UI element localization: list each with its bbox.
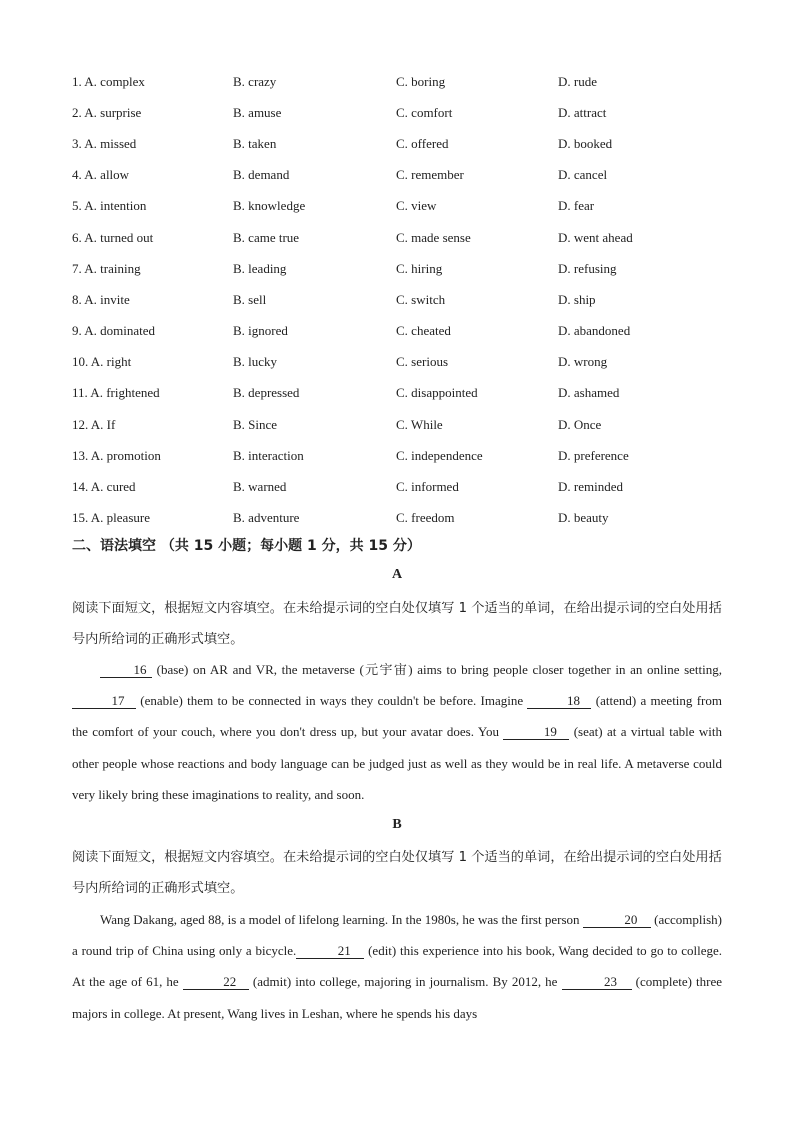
option-d: D. reminded <box>558 479 623 495</box>
option-b: B. ignored <box>233 323 288 339</box>
option-b: B. warned <box>233 479 287 495</box>
option-b: B. leading <box>233 260 287 276</box>
option-a: 10. A. right <box>72 354 132 370</box>
option-b: B. depressed <box>233 385 300 401</box>
option-a: 12. A. If <box>72 416 116 432</box>
option-a: 7. A. training <box>72 260 141 276</box>
option-c: C. made sense <box>396 229 471 245</box>
option-a: 13. A. promotion <box>72 447 161 463</box>
option-b: B. Since <box>233 416 278 432</box>
option-c: C. boring <box>396 73 446 89</box>
section-title: 二、语法填空 （共 15 小题；每小题 1 分，共 15 分） <box>72 538 421 554</box>
option-a: 2. A. surprise <box>72 104 142 120</box>
passage-text: (accomplish) a round trip of China using only a bicycle. <box>72 912 722 959</box>
option-c: C. serious <box>396 354 448 370</box>
option-b: B. crazy <box>233 73 277 89</box>
option-c: C. remember <box>396 167 464 183</box>
option-c: C. freedom <box>396 510 455 526</box>
option-d: D. went ahead <box>558 229 633 245</box>
passage-text: (edit) this experience into his book, Wang decided to go to college. At the age of 61, he <box>72 943 722 990</box>
option-b: B. taken <box>233 135 277 151</box>
option-d: D. booked <box>558 135 613 151</box>
option-a: 14. A. cured <box>72 479 136 495</box>
option-row <box>72 284 732 315</box>
option-c: C. informed <box>396 479 459 495</box>
option-b: B. amuse <box>233 104 282 120</box>
option-c: C. view <box>396 198 437 214</box>
option-row <box>72 316 732 347</box>
option-a: 3. A. missed <box>72 135 137 151</box>
option-row <box>72 160 732 191</box>
option-row <box>72 503 732 534</box>
option-row <box>72 347 732 378</box>
blank-22: 22 <box>183 975 249 990</box>
option-c: C. comfort <box>396 104 453 120</box>
blank-17: 17 <box>72 694 136 709</box>
option-c: C. switch <box>396 291 446 307</box>
option-c: C. independence <box>396 447 483 463</box>
option-b: B. lucky <box>233 354 278 370</box>
options-table <box>72 66 732 534</box>
option-b: B. sell <box>233 291 267 307</box>
option-d: D. rude <box>558 73 597 89</box>
option-c: C. offered <box>396 135 449 151</box>
option-a: 15. A. pleasure <box>72 510 150 526</box>
option-a: 4. A. allow <box>72 167 130 183</box>
passage-text: (admit) into college, majoring in journalism. By 2012, he <box>248 974 562 990</box>
option-c: C. hiring <box>396 260 443 276</box>
option-row <box>72 66 732 97</box>
passage-text: (enable) them to be connected in ways they couldn't be before. Imagine <box>136 693 528 709</box>
option-a: 5. A. intention <box>72 198 147 214</box>
blank-16: 16 <box>100 663 152 678</box>
option-row <box>72 222 732 253</box>
option-d: D. ashamed <box>558 385 620 401</box>
option-b: B. interaction <box>233 447 304 463</box>
option-c: C. disappointed <box>396 385 478 401</box>
option-d: D. beauty <box>558 510 609 526</box>
part-a-heading: A <box>391 567 403 582</box>
passage-text: (seat) at a virtual table with other people whose reactions and body language can be judged just as well as they would be in real life. A metaverse could very likely bring these imaginations to reality, and soon. <box>72 724 722 802</box>
blank-23: 23 <box>562 975 632 990</box>
option-d: D. abandoned <box>558 323 631 339</box>
option-b: B. came true <box>233 229 300 245</box>
option-a: 6. A. turned out <box>72 229 154 245</box>
option-a: 8. A. invite <box>72 291 130 307</box>
option-b: B. adventure <box>233 510 300 526</box>
option-row <box>72 191 732 222</box>
option-b: B. demand <box>233 167 290 183</box>
passage-text: (base) on AR and VR, the metaverse (元宇宙) aims to bring people closer together in an online setting, <box>152 662 722 677</box>
part-a-passage <box>72 654 722 810</box>
blank-19: 19 <box>503 725 569 740</box>
option-row <box>72 97 732 128</box>
part-b-instruction: 阅读下面短文，根据短文内容填空。在未给提示词的空白处仅填写 1 个适当的单词，在给出提示词的空白处用括号内所给词的正确形式填空。 <box>72 850 722 896</box>
option-a: 9. A. dominated <box>72 323 156 339</box>
option-d: D. ship <box>558 291 596 307</box>
option-d: D. fear <box>558 198 595 214</box>
blank-18: 18 <box>527 694 591 709</box>
option-row <box>72 471 732 502</box>
option-d: D. Once <box>558 416 602 432</box>
option-row <box>72 378 732 409</box>
option-d: D. refusing <box>558 260 617 276</box>
blank-20: 20 <box>583 913 651 928</box>
option-d: D. attract <box>558 104 607 120</box>
part-a-instruction: 阅读下面短文，根据短文内容填空。在未给提示词的空白处仅填写 1 个适当的单词，在给出提示词的空白处用括号内所给词的正确形式填空。 <box>72 601 722 647</box>
option-row <box>72 253 732 284</box>
option-b: B. knowledge <box>233 198 306 214</box>
option-a: 1. A. complex <box>72 73 145 89</box>
option-a: 11. A. frightened <box>72 385 160 401</box>
option-row <box>72 409 732 440</box>
option-row <box>72 440 732 471</box>
passage-text: (complete) three majors in college. At present, Wang lives in Leshan, where he spends his days <box>72 974 722 1021</box>
option-c: C. cheated <box>396 323 451 339</box>
option-d: D. cancel <box>558 167 608 183</box>
passage-text: Wang Dakang, aged 88, is a model of lifelong learning. In the 1980s, he was the first person <box>100 912 583 927</box>
passage-text: (attend) a meeting from the comfort of your couch, where you don't dress up, but your avatar does. You <box>72 693 722 740</box>
option-d: D. preference <box>558 447 629 463</box>
part-b-passage <box>72 904 722 1029</box>
option-c: C. While <box>396 416 443 432</box>
option-row <box>72 128 732 159</box>
blank-21: 21 <box>296 944 364 959</box>
part-b-heading: B <box>392 817 402 832</box>
option-d: D. wrong <box>558 354 608 370</box>
